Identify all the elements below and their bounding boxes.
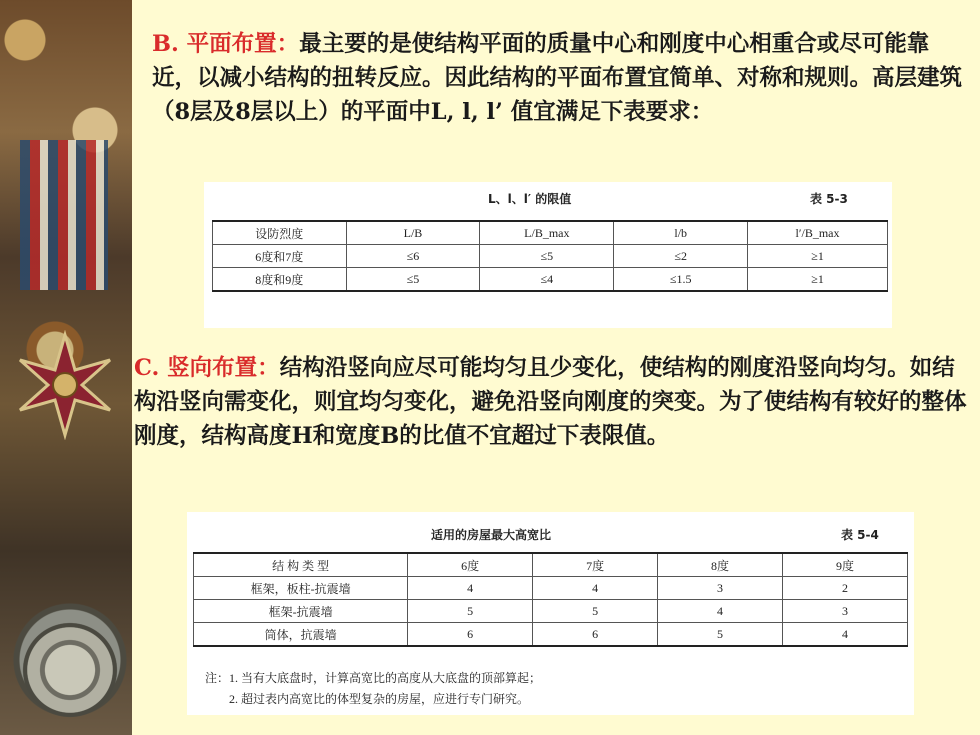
table-cell: 框架，板柱-抗震墙	[194, 577, 408, 600]
header-cell: L/B	[346, 221, 480, 245]
paragraph-body: 最主要的是使结构平面的质量中心和刚度中心相重合或尽可能靠近，以减小结构的扭转反应。因此结构的平面布置宜简单、对称和规则。高层建筑（8层及8层以上）的平面中L, l, l’ 值宜满足下表要求：	[152, 31, 963, 125]
table-cell: 5	[658, 623, 783, 647]
table-grid	[212, 220, 888, 292]
table-cell: 6度和7度	[213, 245, 347, 268]
table-note: 注：1. 当有大底盘时，计算高宽比的高度从大底盘的顶部算起；	[205, 671, 542, 685]
table-row	[213, 245, 888, 268]
paragraph-vertical-layout	[134, 352, 970, 453]
paragraph-body: 结构沿竖向应尽可能均匀且少变化，使结构的刚度沿竖向均匀。如结构沿竖向需变化，则宜均匀变化，避免沿竖向刚度的突变。为了使结构有较好的整体刚度，结构高度H和宽度B的比值不宜超过下表限值。	[134, 355, 967, 449]
header-cell: 7度	[533, 553, 658, 577]
table-cell: 6	[533, 623, 658, 647]
table-cell: 4	[783, 623, 908, 647]
table-row	[194, 600, 908, 623]
table-number: 表 5-4	[841, 528, 879, 542]
header-cell: 8度	[658, 553, 783, 577]
table-cell: 框架-抗震墙	[194, 600, 408, 623]
table-cell: 8度和9度	[213, 268, 347, 292]
header-cell: l′/B_max	[748, 221, 888, 245]
table-cell: 3	[658, 577, 783, 600]
table-cell: ≤4	[480, 268, 614, 292]
table-cell: 3	[783, 600, 908, 623]
header-cell: l/b	[614, 221, 748, 245]
paragraph-heading: C. 竖向布置：	[134, 355, 280, 381]
table-grid	[193, 552, 908, 647]
table-height-width-ratio-5-4	[187, 512, 914, 715]
table-cell: ≤5	[480, 245, 614, 268]
table-row	[194, 577, 908, 600]
medal-cross-image	[10, 330, 120, 440]
paragraph-heading: B. 平面布置：	[152, 31, 300, 57]
table-cell: 4	[533, 577, 658, 600]
paragraph-plan-layout	[152, 28, 970, 129]
table-number: 表 5-3	[810, 192, 848, 206]
compass-image	[20, 620, 120, 720]
table-cell: 4	[658, 600, 783, 623]
table-cell: ≥1	[748, 245, 888, 268]
table-cell: 2	[783, 577, 908, 600]
table-cell: 5	[408, 600, 533, 623]
table-caption: L、l、l′ 的限值	[488, 192, 572, 206]
header-cell: L/B_max	[480, 221, 614, 245]
header-cell: 6度	[408, 553, 533, 577]
table-cell: 筒体，抗震墙	[194, 623, 408, 647]
decorative-collage	[0, 0, 132, 735]
table-cell: ≤1.5	[614, 268, 748, 292]
table-cell: ≤5	[346, 268, 480, 292]
header-cell: 9度	[783, 553, 908, 577]
table-row	[194, 623, 908, 647]
table-cell: 5	[533, 600, 658, 623]
medal-ribbon-image	[20, 140, 108, 290]
table-limits-5-3	[204, 182, 892, 328]
header-cell: 设防烈度	[213, 221, 347, 245]
table-cell: 4	[408, 577, 533, 600]
table-cell: 6	[408, 623, 533, 647]
table-caption: 适用的房屋最大高宽比	[431, 528, 552, 542]
table-note: 2. 超过表内高宽比的体型复杂的房屋，应进行专门研究。	[229, 692, 530, 706]
header-cell: 结 构 类 型	[194, 553, 408, 577]
table-cell: ≥1	[748, 268, 888, 292]
table-cell: ≤6	[346, 245, 480, 268]
table-cell: ≤2	[614, 245, 748, 268]
table-row	[213, 268, 888, 292]
